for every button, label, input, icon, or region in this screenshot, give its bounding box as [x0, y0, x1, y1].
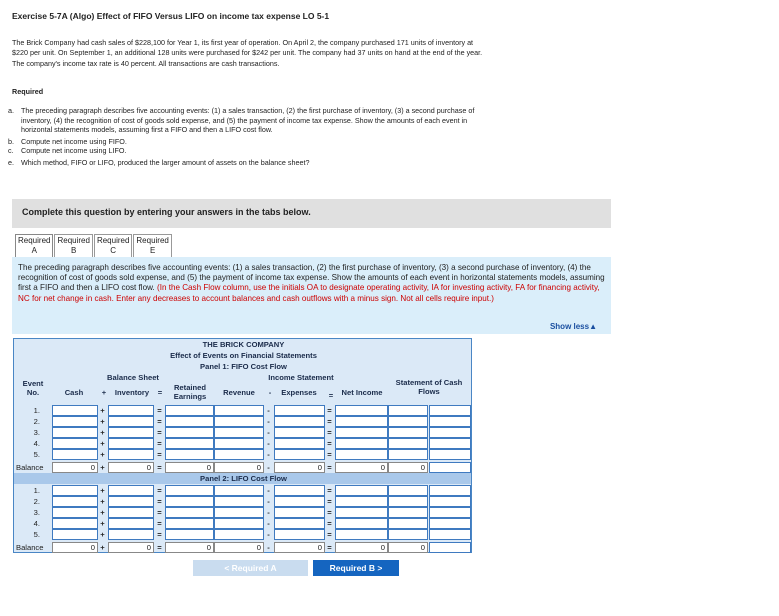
lifo-retained-cell: 0 [165, 542, 214, 553]
fifo-retained-cell[interactable] [165, 438, 214, 449]
instructions-text: The preceding paragraph describes five accounting events: (1) a sales transaction, (2) the first purchase of inventory, (3) a second purchase of inventory, (4) the recognition of cost of goods sold expense, and (5) the payment of income tax expense. Show the amounts of each event in horizontal statements models, assuming first a FIFO and then a LIFO cost flow. [18, 263, 605, 293]
eq-operator: = [327, 463, 332, 472]
lifo-expenses-cell[interactable] [274, 507, 325, 518]
fifo-cash-flow-amount[interactable] [388, 416, 428, 427]
company-title: THE BRICK COMPANY [202, 340, 285, 349]
fifo-revenue-cell[interactable] [214, 427, 264, 438]
lifo-revenue-cell[interactable] [214, 496, 264, 507]
lifo-retained-cell[interactable] [165, 518, 214, 529]
minus-operator: - [267, 497, 270, 506]
fifo-cash-cell[interactable] [52, 438, 98, 449]
minus-operator: - [267, 439, 270, 448]
fifo-event-label: 3. [33, 428, 40, 437]
fifo-expenses-cell[interactable] [274, 416, 325, 427]
plus-operator: + [100, 463, 105, 472]
lifo-cash-flow-activity[interactable] [429, 496, 471, 507]
plus-operator: + [100, 439, 105, 448]
fifo-cash-flow-amount[interactable] [388, 427, 428, 438]
plus-op-header: + [101, 388, 107, 397]
eq-operator: = [157, 543, 162, 552]
fifo-cash-flow-amount[interactable] [388, 405, 428, 416]
eq-operator: = [157, 406, 162, 415]
minus-operator: - [267, 450, 270, 459]
panel1-title: Panel 1: FIFO Cost Flow [200, 362, 287, 371]
fifo-cash-flow-activity[interactable] [429, 462, 471, 473]
fifo-event-label: 2. [33, 417, 40, 426]
requirements-list [8, 106, 498, 168]
lifo-cash-flow-amount[interactable] [388, 485, 428, 496]
lifo-retained-cell[interactable] [165, 496, 214, 507]
lifo-revenue-cell: 0 [214, 542, 264, 553]
eq-operator: = [157, 428, 162, 437]
plus-operator: + [100, 497, 105, 506]
fifo-event-label: 4. [33, 439, 40, 448]
lifo-cash-cell[interactable] [52, 507, 98, 518]
eq-operator: = [327, 439, 332, 448]
eq-operator: = [327, 530, 332, 539]
table-subtitle: Effect of Events on Financial Statements [170, 351, 317, 360]
lifo-inventory-cell[interactable] [108, 518, 154, 529]
eq-operator: = [327, 486, 332, 495]
complete-bar [12, 199, 611, 228]
minus-operator: - [267, 543, 270, 552]
net-income-header: Net Income [341, 388, 383, 397]
fifo-revenue-cell: 0 [214, 462, 264, 473]
instructions-panel [12, 257, 611, 334]
fifo-net-income-cell[interactable] [335, 438, 388, 449]
lifo-net-income-cell[interactable] [335, 496, 388, 507]
income-statement-header: Income Statement [268, 373, 334, 382]
lifo-net-income-cell[interactable] [335, 518, 388, 529]
fifo-cash-flow-activity[interactable] [429, 427, 471, 438]
requirement-tabs [15, 234, 173, 258]
fifo-cash-cell[interactable] [52, 427, 98, 438]
eq-op-header: = [157, 388, 163, 397]
eq-operator: = [157, 439, 162, 448]
show-less-link[interactable]: Show less▲ [549, 321, 597, 331]
lifo-cash-flow-activity[interactable] [429, 507, 471, 518]
lifo-net-income-cell[interactable] [335, 507, 388, 518]
lifo-revenue-cell[interactable] [214, 485, 264, 496]
fifo-cash-flow-activity[interactable] [429, 449, 471, 460]
lifo-event-label: 5. [33, 530, 40, 539]
complete-bar-text: Complete this question by entering your answers in the tabs below. [22, 207, 311, 217]
eq-operator: = [327, 450, 332, 459]
plus-operator: + [100, 508, 105, 517]
exercise-title: Exercise 5-7A (Algo) Effect of FIFO Versus LIFO on income tax expense LO 5-1 [12, 11, 330, 21]
fifo-retained-cell[interactable] [165, 416, 214, 427]
fifo-cash-flow-activity[interactable] [429, 405, 471, 416]
lifo-cash-flow-activity[interactable] [429, 518, 471, 529]
fifo-cash-cell: 0 [52, 462, 98, 473]
lifo-net-income-cell[interactable] [335, 529, 388, 540]
lifo-cash-flow-amount[interactable] [388, 518, 428, 529]
required-heading: Required [12, 87, 44, 96]
plus-operator: + [100, 417, 105, 426]
minus-operator: - [267, 406, 270, 415]
lifo-inventory-cell[interactable] [108, 496, 154, 507]
requirement-e: e. Which method, FIFO or LIFO, produced the larger amount of assets on the balance sheet? [8, 157, 310, 167]
requirement-a: a. The preceding paragraph describes five accounting events: (1) a sales transaction, (2) the first purchase of inventory, (3) a second purchase of inventory, (4) the recognition of cost of goods sold expense, and (5) the payment of income tax expense. Show the amounts of each event in horizontal statements models, assuming first a FIFO and then a LIFO cost flow. [8, 106, 475, 135]
fifo-net-income-cell[interactable] [335, 427, 388, 438]
lifo-inventory-cell[interactable] [108, 507, 154, 518]
lifo-retained-cell[interactable] [165, 507, 214, 518]
fifo-net-income-cell[interactable] [335, 416, 388, 427]
minus-operator: - [267, 463, 270, 472]
lifo-retained-cell[interactable] [165, 529, 214, 540]
minus-op-header: - [268, 388, 272, 397]
plus-operator: + [100, 450, 105, 459]
eq-operator: = [157, 486, 162, 495]
eq-operator: = [157, 497, 162, 506]
lifo-expenses-cell[interactable] [274, 485, 325, 496]
fifo-expenses-cell[interactable] [274, 438, 325, 449]
fifo-cash-flow-activity[interactable] [429, 438, 471, 449]
lifo-expenses-cell[interactable] [274, 496, 325, 507]
fifo-cash-flow-activity[interactable] [429, 416, 471, 427]
plus-operator: + [100, 530, 105, 539]
lifo-event-label: 4. [33, 519, 40, 528]
lifo-revenue-cell[interactable] [214, 518, 264, 529]
fifo-cash-cell[interactable] [52, 449, 98, 460]
requirement-b: b. Compute net income using FIFO. [8, 136, 127, 146]
fifo-cash-cell[interactable] [52, 405, 98, 416]
next-required-button[interactable]: Required B > [313, 560, 399, 576]
plus-operator: + [100, 428, 105, 437]
fifo-cash-cell[interactable] [52, 416, 98, 427]
fifo-retained-cell: 0 [165, 462, 214, 473]
eq-operator: = [327, 519, 332, 528]
fifo-event-label: 5. [33, 450, 40, 459]
plus-operator: + [100, 543, 105, 552]
tab-required-b[interactable]: Required B [54, 234, 92, 258]
eq-operator: = [327, 406, 332, 415]
lifo-net-income-cell[interactable] [335, 485, 388, 496]
lifo-cash-cell[interactable] [52, 529, 98, 540]
eq-operator: = [327, 497, 332, 506]
fifo-cash-flow-amount[interactable] [388, 438, 428, 449]
lifo-cash-flow-amount[interactable] [388, 507, 428, 518]
plus-operator: + [100, 519, 105, 528]
lifo-net-income-cell: 0 [335, 542, 388, 553]
fifo-cash-flow-amount[interactable] [388, 449, 428, 460]
tab-required-e[interactable]: Required E [133, 234, 171, 258]
lifo-cash-cell[interactable] [52, 496, 98, 507]
eq-operator: = [157, 417, 162, 426]
eq-operator: = [157, 508, 162, 517]
event-no-header: Event No. [22, 379, 44, 397]
fifo-inventory-cell[interactable] [108, 405, 154, 416]
eq-operator: = [157, 463, 162, 472]
lifo-event-label: 2. [33, 497, 40, 506]
fifo-inventory-cell[interactable] [108, 449, 154, 460]
revenue-header: Revenue [223, 388, 255, 397]
tab-required-a[interactable]: Required A [15, 234, 53, 258]
eq-operator: = [157, 450, 162, 459]
fifo-inventory-cell: 0 [108, 462, 154, 473]
cash-header: Cash [64, 388, 84, 397]
plus-operator: + [100, 406, 105, 415]
fifo-revenue-cell[interactable] [214, 416, 264, 427]
lifo-cash-flow-activity[interactable] [429, 485, 471, 496]
fifo-inventory-cell[interactable] [108, 438, 154, 449]
lifo-event-label: 1. [33, 486, 40, 495]
lifo-expenses-cell[interactable] [274, 529, 325, 540]
lifo-expenses-cell: 0 [274, 542, 325, 553]
fifo-balance-label: Balance [16, 463, 44, 472]
lifo-cash-flow-activity[interactable] [429, 529, 471, 540]
fifo-net-income-cell[interactable] [335, 449, 388, 460]
fifo-revenue-cell[interactable] [214, 438, 264, 449]
minus-operator: - [267, 508, 270, 517]
minus-operator: - [267, 486, 270, 495]
lifo-cash-cell[interactable] [52, 518, 98, 529]
fifo-cash-flow-amount: 0 [388, 462, 428, 473]
lifo-cash-flow-amount[interactable] [388, 529, 428, 540]
lifo-expenses-cell[interactable] [274, 518, 325, 529]
eq-operator: = [157, 519, 162, 528]
fifo-net-income-cell: 0 [335, 462, 388, 473]
lifo-cash-cell: 0 [52, 542, 98, 553]
eq-operator: = [327, 417, 332, 426]
lifo-cash-flow-amount: 0 [388, 542, 428, 553]
lifo-cash-flow-activity[interactable] [429, 542, 471, 553]
tab-required-c[interactable]: Required C [94, 234, 132, 258]
requirement-c: c. Compute net income using LIFO. [8, 146, 127, 156]
fifo-expenses-cell: 0 [274, 462, 325, 473]
minus-operator: - [267, 530, 270, 539]
panel2-title: Panel 2: LIFO Cost Flow [200, 474, 287, 483]
lifo-cash-cell[interactable] [52, 485, 98, 496]
expenses-header: Expenses [281, 388, 317, 397]
fifo-retained-cell[interactable] [165, 427, 214, 438]
fifo-retained-cell[interactable] [165, 405, 214, 416]
fifo-retained-cell[interactable] [165, 449, 214, 460]
instructions-note: (In the Cash Flow column, use the initials OA to designate operating activity, IA for investing activity, FA for financing activity, NC for net change in cash. Enter any decreases to account balances and cash outflows with a minus sign. Not all cells require input.) [18, 283, 600, 303]
lifo-inventory-cell[interactable] [108, 529, 154, 540]
eq-operator: = [327, 508, 332, 517]
retained-earnings-header: Retained Earnings [173, 383, 207, 401]
plus-operator: + [100, 486, 105, 495]
minus-operator: - [267, 428, 270, 437]
fifo-net-income-cell[interactable] [335, 405, 388, 416]
lifo-inventory-cell[interactable] [108, 485, 154, 496]
horizontal-statements-table [13, 338, 472, 553]
lifo-revenue-cell[interactable] [214, 507, 264, 518]
minus-operator: - [267, 519, 270, 528]
lifo-cash-flow-amount[interactable] [388, 496, 428, 507]
eq-operator: = [327, 428, 332, 437]
cash-flows-header: Statement of Cash Flows [395, 378, 463, 396]
fifo-inventory-cell[interactable] [108, 427, 154, 438]
fifo-revenue-cell[interactable] [214, 405, 264, 416]
lifo-event-label: 3. [33, 508, 40, 517]
lifo-inventory-cell: 0 [108, 542, 154, 553]
lifo-balance-label: Balance [16, 543, 44, 552]
minus-operator: - [267, 417, 270, 426]
prev-required-button[interactable]: < Required A [193, 560, 308, 576]
fifo-expenses-cell[interactable] [274, 405, 325, 416]
exercise-intro: The Brick Company had cash sales of $228,100 for Year 1, its first year of operation. On April 2, the company purchased 171 units of inventory at $220 per unit. On September 1, an additional 128 units were purchased for $242 per unit. The company had 37 units on hand at the end of the year. The company's income tax rate is 40 percent. All transactions are cash transactions. [12, 38, 483, 68]
eq-operator: = [157, 530, 162, 539]
fifo-expenses-cell[interactable] [274, 449, 325, 460]
inventory-header: Inventory [114, 388, 150, 397]
fifo-event-label: 1. [33, 406, 40, 415]
lifo-retained-cell[interactable] [165, 485, 214, 496]
fifo-inventory-cell[interactable] [108, 416, 154, 427]
fifo-revenue-cell[interactable] [214, 449, 264, 460]
fifo-expenses-cell[interactable] [274, 427, 325, 438]
eq-op-header-2: = [328, 391, 334, 400]
balance-sheet-header: Balance Sheet [107, 373, 159, 382]
eq-operator: = [327, 543, 332, 552]
lifo-revenue-cell[interactable] [214, 529, 264, 540]
